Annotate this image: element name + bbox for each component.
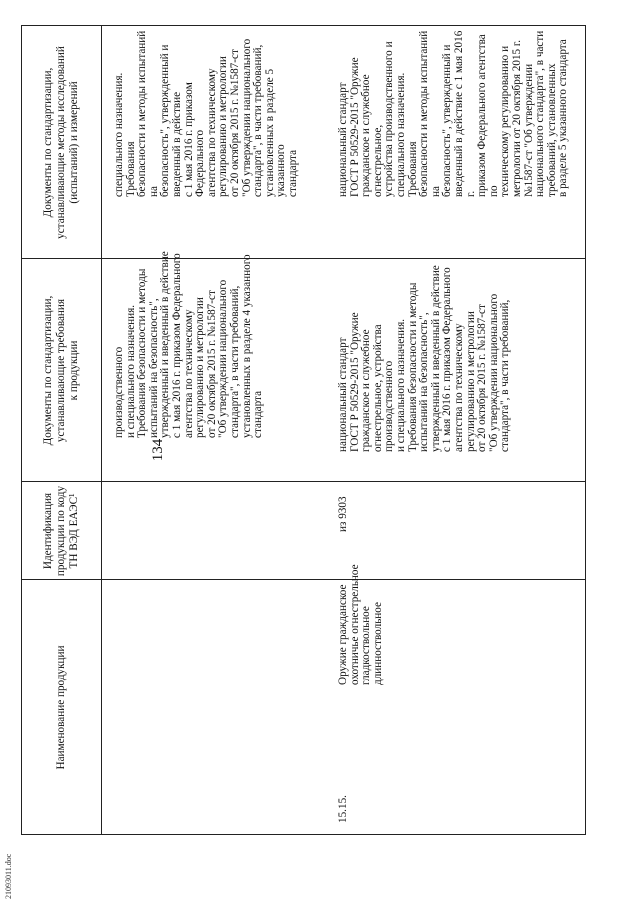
table-border-left — [21, 834, 586, 835]
document-file-code: 21093011.doc — [4, 853, 13, 899]
header-product-name: Наименование продукции — [54, 645, 67, 770]
column-divider-1 — [21, 579, 586, 580]
continuation-requirements-text: производственного и специального назначения. Требования безопасности и методы испытаний на безопасность", утвержденный и введенный в действие с 1 мая 2016 г. приказом Федерального агентства по техническому регулированию и метрологии от 20 октября 2015 г. №1587-ст "Об утверждении национального стандарта", в части требований, установленных в разделе 4 указанного стандарта — [113, 251, 265, 438]
continuation-methods-text: специального назначения. Требования безопасности и методы испытаний на безопасность", утвержденный и введенный в действие с 1 мая 2016 г. приказом Федерального агентства по техническому регулированию и метрологии от 20 октября 2015 г. №1587-ст "Об утверждении национального стандарта", в части требований, установленных в разделе 5 указанного стандарта — [113, 30, 299, 197]
product-name: Оружие гражданское охотничье огнестрельное гладкоствольное длинноствольное — [337, 564, 384, 685]
column-divider-2 — [21, 481, 586, 482]
row-requirements-text: национальный стандарт ГОСТ Р 50529-2015 "Оружие гражданское и служебное огнестрельное, устройства производственного и специального назначения. Требования безопасности и методы испытаний на безопасность", утвержденный и введенный в действие с 1 мая 2016 г. приказом Федерального агентства по техническому регулированию и метрологии от 20 октября 2015 г. №1587-ст "Об утверждении национального стандарта", в части требований, — [337, 265, 512, 452]
table-border-bottom — [585, 25, 586, 835]
regulation-table — [21, 25, 586, 835]
row-methods-text: национальный стандарт ГОСТ Р 50529-2015 "Оружие гражданское и служебное огнестрельное, устройства производственного и специального назначения. Требования безопасности и методы испытаний на безопасность", утвержденный и введенный в действие с 1 мая 2016 г. приказом Федерального агентства по техническому регулированию и метрологии от 20 октября 2015 г. №1587-ст "Об утверждении национального стандарта", в части требований, установленных в разделе 5 указанного стандарта — [337, 30, 570, 197]
header-tn-ved-code: Идентификация продукции по коду ТН ВЭД ЕАЭС¹ — [41, 485, 80, 577]
row-number: 15.15. — [337, 795, 349, 823]
header-requirement-standards: Документы по стандартизации, устанавливающие требования к продукции — [41, 295, 80, 446]
header-bottom-rule — [101, 25, 102, 835]
page-number: 134 — [150, 438, 166, 462]
tn-ved-code: из 9303 — [337, 496, 349, 532]
header-method-standards: Документы по стандартизации, устанавливающие методы исследований (испытаний) и измерений — [41, 46, 80, 239]
table-border-right — [21, 25, 586, 26]
